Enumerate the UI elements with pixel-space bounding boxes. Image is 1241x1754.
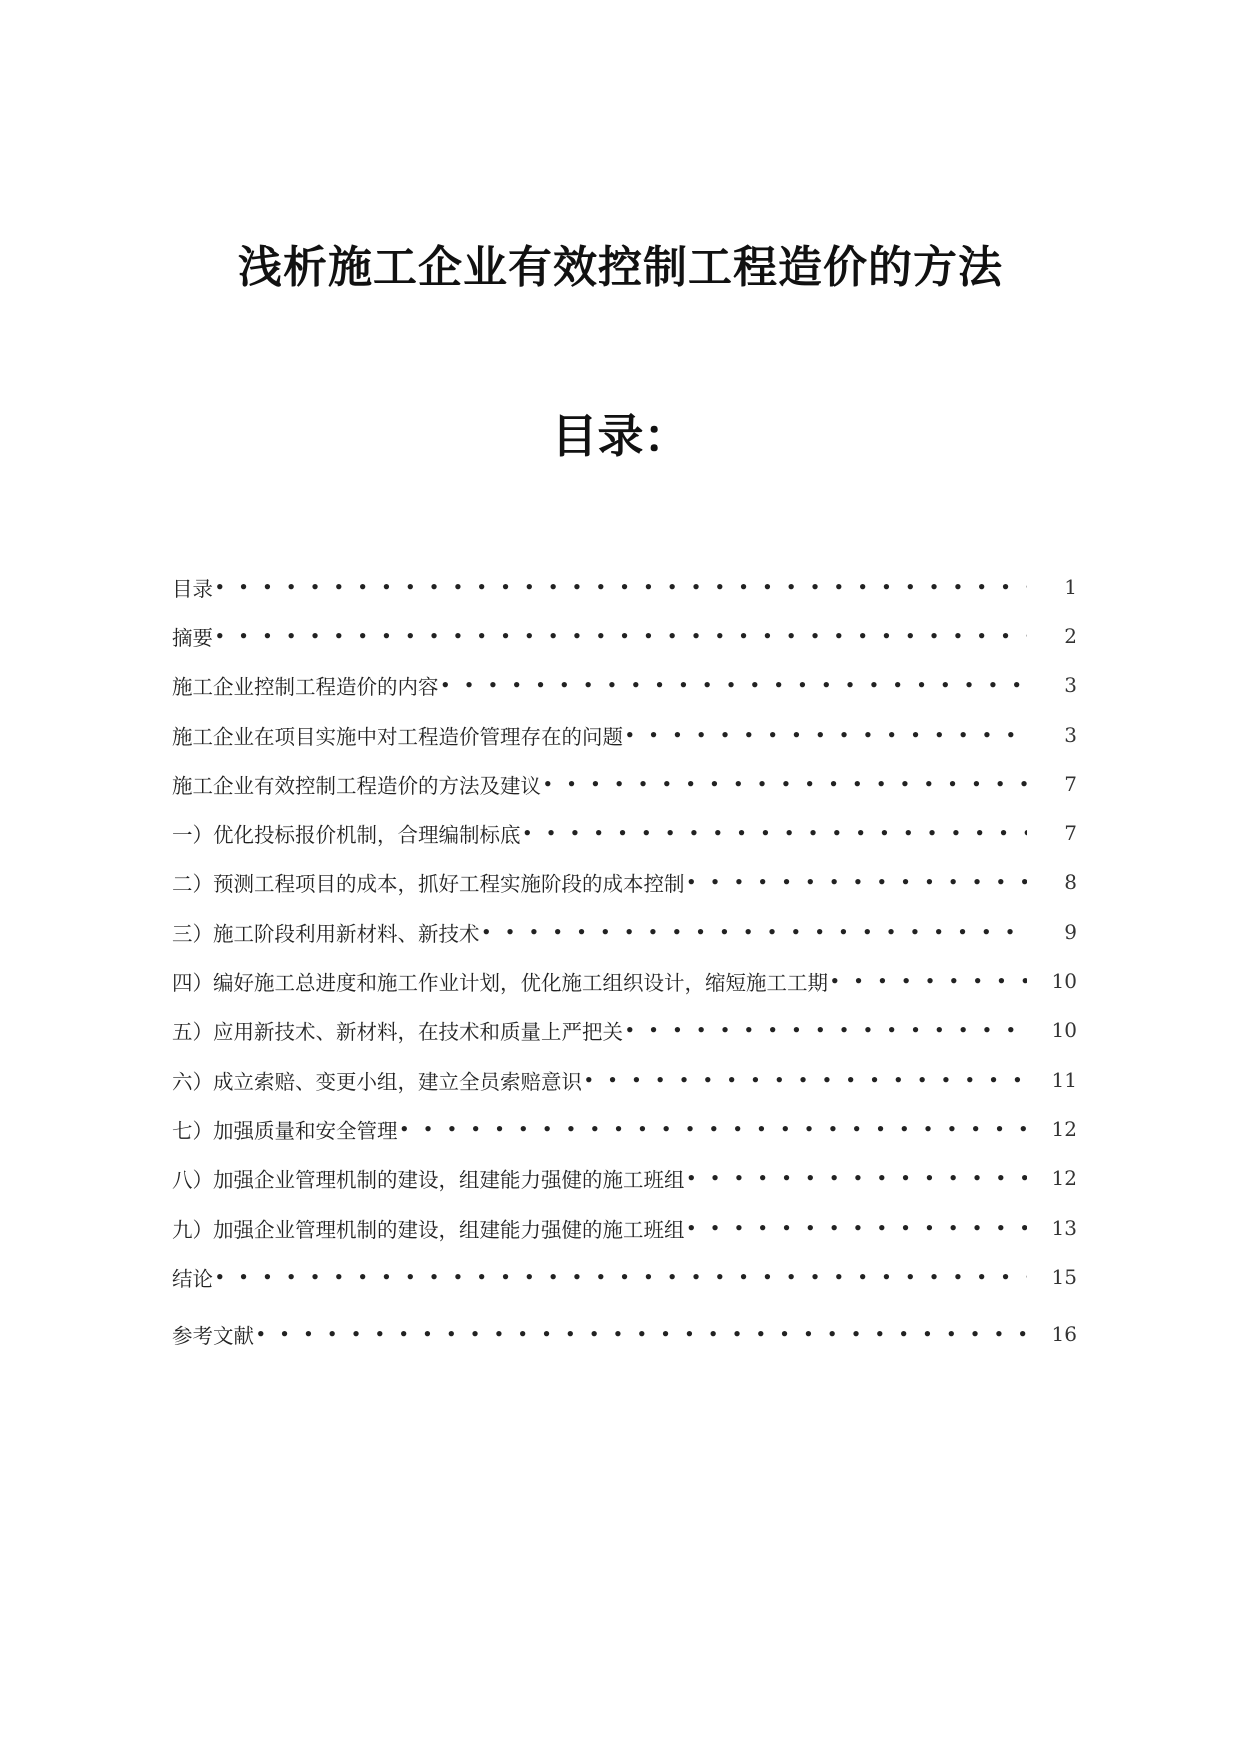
toc-entry-text: 结论 [172, 1266, 213, 1291]
toc-page-number: 3 [1064, 673, 1077, 698]
toc-entry[interactable] [172, 1104, 1077, 1153]
toc-page-number: 11 [1051, 1067, 1077, 1092]
toc-entry[interactable] [172, 710, 1077, 759]
toc-entry[interactable] [172, 1055, 1077, 1104]
toc-entry-text: 七）加强质量和安全管理 [172, 1118, 398, 1143]
dot-leader [687, 1219, 1028, 1237]
toc-page-number: 7 [1064, 771, 1077, 796]
toc-entry-text: 参考文献 [172, 1324, 254, 1349]
toc-entry[interactable] [172, 661, 1077, 710]
toc-entry-text: 施工企业控制工程造价的内容 [172, 675, 439, 700]
toc-entry-text: 八）加强企业管理机制的建设，组建能力强健的施工班组 [172, 1168, 685, 1193]
toc-page-number: 7 [1064, 821, 1077, 846]
toc-entry-text: 一）优化投标报价机制，合理编制标底 [172, 823, 521, 848]
toc-entry[interactable] [172, 1154, 1077, 1203]
toc-page-number: 15 [1051, 1264, 1077, 1289]
toc-entry-text: 施工企业有效控制工程造价的方法及建议 [172, 773, 541, 798]
dot-leader [687, 1169, 1028, 1187]
dot-leader [543, 775, 1027, 793]
toc-page-number: 10 [1051, 1018, 1077, 1043]
toc-entry[interactable] [172, 1006, 1077, 1055]
toc-page-number: 10 [1051, 969, 1077, 994]
toc-page-number: 1 [1064, 574, 1077, 599]
dot-leader [256, 1325, 1027, 1343]
toc-entry-text: 三）施工阶段利用新材料、新技术 [172, 921, 480, 946]
dot-leader [687, 873, 1028, 891]
toc-page-number: 8 [1064, 870, 1077, 895]
toc-entry-text: 四）编好施工总进度和施工作业计划，优化施工组织设计，缩短施工工期 [172, 971, 828, 996]
toc-page-number: 9 [1064, 919, 1077, 944]
toc-page-number: 16 [1051, 1322, 1077, 1347]
toc-entry-text: 摘要 [172, 625, 213, 650]
toc-entry[interactable] [172, 907, 1077, 956]
toc-entry-text: 六）成立索赔、变更小组，建立全员索赔意识 [172, 1069, 582, 1094]
toc-entry-text: 五）应用新技术、新材料，在技术和质量上严把关 [172, 1020, 623, 1045]
dot-leader [830, 972, 1027, 990]
toc-page-number: 12 [1051, 1116, 1077, 1141]
toc-page-number: 2 [1064, 623, 1077, 648]
dot-leader [523, 824, 1028, 842]
toc-entry-text: 九）加强企业管理机制的建设，组建能力强健的施工班组 [172, 1217, 685, 1242]
toc-page-number: 12 [1051, 1166, 1077, 1191]
toc-entry[interactable] [172, 1252, 1077, 1301]
dot-leader [400, 1120, 1028, 1138]
toc-heading: 目录： [551, 409, 690, 463]
dot-leader [215, 627, 1027, 645]
dot-leader [215, 578, 1027, 596]
dot-leader [441, 676, 1028, 694]
toc-entry[interactable] [172, 1309, 1077, 1358]
dot-leader [625, 726, 1027, 744]
toc-entry-text: 目录 [172, 576, 213, 601]
toc-page-number: 3 [1064, 722, 1077, 747]
toc-entry-text: 施工企业在项目实施中对工程造价管理存在的问题 [172, 724, 623, 749]
toc-entry[interactable] [172, 858, 1077, 907]
toc-entry[interactable] [172, 956, 1077, 1005]
toc-entry[interactable] [172, 759, 1077, 808]
dot-leader [625, 1021, 1027, 1039]
dot-leader [482, 923, 1028, 941]
toc-entry[interactable] [172, 611, 1077, 660]
toc-entry-text: 二）预测工程项目的成本，抓好工程实施阶段的成本控制 [172, 872, 685, 897]
toc-page-number: 13 [1051, 1215, 1077, 1240]
toc-entry[interactable] [172, 808, 1077, 857]
dot-leader [584, 1071, 1027, 1089]
toc-entry[interactable] [172, 1203, 1077, 1252]
table-of-contents [172, 562, 1077, 1359]
dot-leader [215, 1268, 1027, 1286]
document-title: 浅析施工企业有效控制工程造价的方法 [238, 242, 1003, 293]
toc-entry[interactable] [172, 562, 1077, 611]
